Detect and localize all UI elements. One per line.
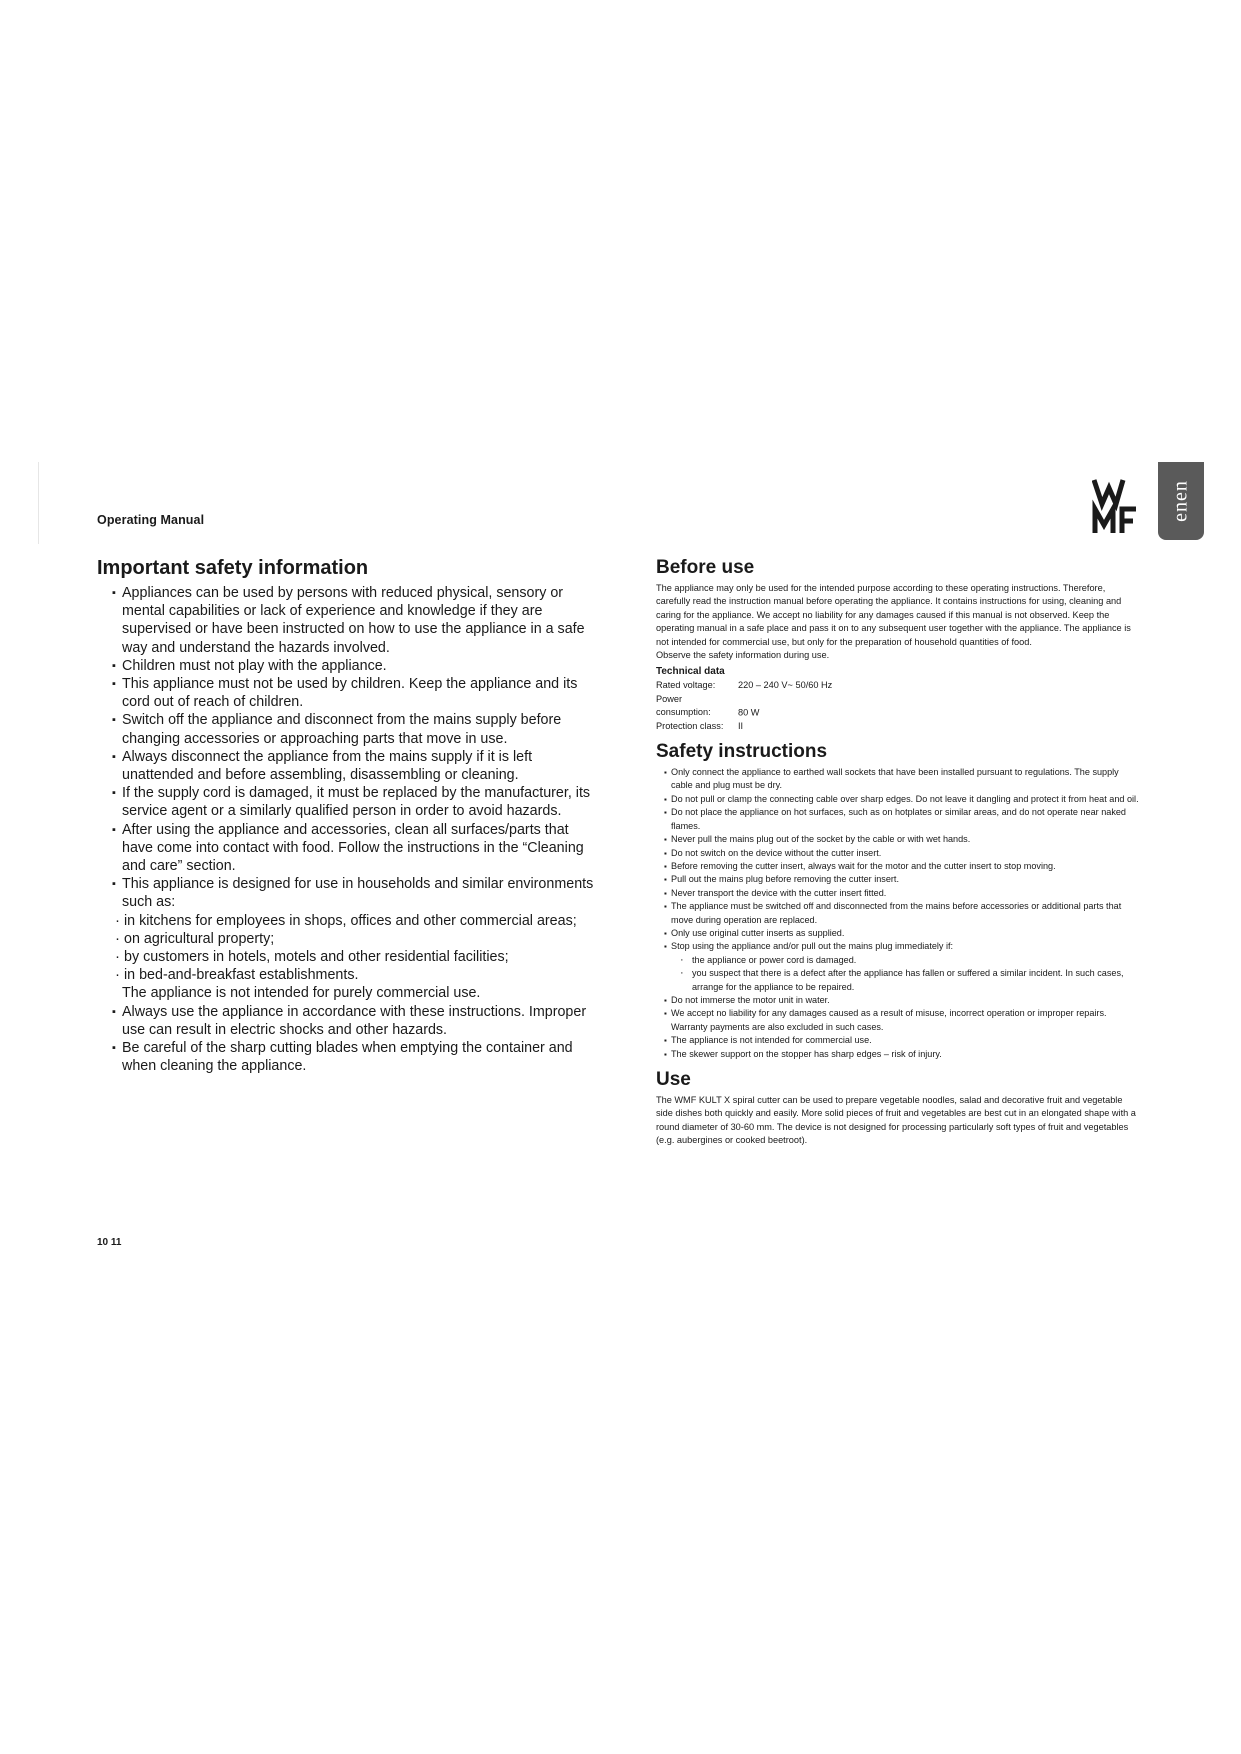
safety-instructions-list bbox=[656, 766, 1141, 954]
list-item: ▪ Always use the appliance in accordance with these instructions. Improper use can result in electric shocks and other hazards. bbox=[112, 1003, 597, 1039]
list-item: ▪ Pull out the mains plug before removing the cutter insert. bbox=[664, 873, 1141, 886]
sublist-item: · you suspect that there is a defect after the appliance has fallen or suffered a similar incident. In such cases, arrange for the appliance to be repaired. bbox=[678, 967, 1141, 994]
list-item: ▪ Children must not play with the appliance. bbox=[112, 657, 597, 675]
tech-value: 220 – 240 V~ 50/60 Hz bbox=[738, 680, 833, 691]
important-safety-section bbox=[97, 557, 597, 1075]
commercial-use-note: The appliance is not intended for purely commercial use. bbox=[122, 985, 481, 1002]
sublist-item: · the appliance or power cord is damaged. bbox=[678, 954, 1141, 967]
environment-sublist bbox=[97, 912, 597, 985]
tech-value: 80 W bbox=[738, 707, 760, 718]
list-item: ▪ The appliance must be switched off and disconnected from the mains before accessories or additional parts that move during operation are replaced. bbox=[664, 900, 1141, 927]
list-item: ▪ Do not switch on the device without the cutter insert. bbox=[664, 847, 1141, 860]
sublist-item: · by customers in hotels, motels and other residential facilities; bbox=[114, 948, 597, 966]
stop-using-sublist bbox=[656, 954, 1141, 994]
list-item: ▪ Do not immerse the motor unit in water. bbox=[664, 994, 1141, 1007]
page-edge-line bbox=[38, 462, 39, 544]
sublist-item: · on agricultural property; bbox=[114, 930, 597, 948]
sublist-item: · in kitchens for employees in shops, offices and other commercial areas; bbox=[114, 912, 597, 930]
list-item: ▪ The appliance is not intended for commercial use. bbox=[664, 1034, 1141, 1047]
language-tab-label: enen bbox=[1169, 480, 1192, 522]
list-item: ▪ After using the appliance and accessories, clean all surfaces/parts that have come into contact with food. Follow the instructions in the “Cleaning and care” section. bbox=[112, 821, 597, 876]
list-item: ▪ Always disconnect the appliance from the mains supply if it is left unattended and before assembling, disassembling or cleaning. bbox=[112, 748, 597, 784]
tech-label: Power consumption: bbox=[656, 693, 711, 718]
safety-list-continued bbox=[97, 1003, 597, 1076]
list-item: ▪ Do not place the appliance on hot surfaces, such as on hotplates or similar areas, and do not operate near naked flames. bbox=[664, 806, 1141, 833]
list-item: ▪ The skewer support on the stopper has sharp edges – risk of injury. bbox=[664, 1048, 1141, 1061]
technical-data-title: Technical data bbox=[656, 666, 725, 678]
observe-note: Observe the safety information during use. bbox=[656, 650, 830, 661]
before-use-title: Before use bbox=[656, 557, 755, 578]
tech-row-power bbox=[656, 693, 1141, 720]
use-title: Use bbox=[656, 1069, 691, 1090]
list-item: ▪ Never transport the device with the cutter insert fitted. bbox=[664, 887, 1141, 900]
sublist-item: · in bed-and-breakfast establishments. bbox=[114, 966, 597, 984]
list-item: ▪ We accept no liability for any damages caused as a result of misuse, incorrect operation or improper repairs. Warranty payments are also excluded in such cases. bbox=[664, 1007, 1141, 1034]
wmf-logo-icon bbox=[1092, 478, 1140, 535]
tech-label: Protection class: bbox=[656, 720, 724, 731]
list-item: ▪ Appliances can be used by persons with reduced physical, sensory or mental capabilities or lack of experience and knowledge if they are supervised or have been instructed on how to use the appliance in a safe way and understand the hazards involved. bbox=[112, 584, 597, 657]
tech-value: II bbox=[738, 720, 744, 731]
list-item: ▪ This appliance must not be used by children. Keep the appliance and its cord out of reach of children. bbox=[112, 675, 597, 711]
safety-instructions-title: Safety instructions bbox=[656, 741, 828, 763]
use-paragraph: The WMF KULT X spiral cutter can be used to prepare vegetable noodles, salad and decorative fruit and vegetable side dishes both quickly and easily. More solid pieces of fruit and vegetables are best cut in an elongated shape with a round diameter of 30-60 mm. The device is not designed for processing particularly soft types of fruit and vegetables (e.g. aubergines or cooked beetroot). bbox=[656, 1095, 1136, 1146]
list-item: ▪ Only connect the appliance to earthed wall sockets that have been installed pursuant to regulations. The supply cable and plug must be dry. bbox=[664, 766, 1141, 793]
safety-instructions-list-continued bbox=[656, 994, 1141, 1061]
list-item: ▪ Only use original cutter inserts as supplied. bbox=[664, 927, 1141, 940]
list-item: ▪ Do not pull or clamp the connecting cable over sharp edges. Do not leave it dangling and protect it from heat and oil. bbox=[664, 793, 1141, 806]
list-item: ▪ This appliance is designed for use in households and similar environments such as: bbox=[112, 875, 597, 911]
list-item: ▪ Switch off the appliance and disconnect from the mains supply before changing accessories or approaching parts that move in use. bbox=[112, 711, 597, 747]
tech-row-protection bbox=[656, 720, 1141, 733]
right-column bbox=[656, 557, 1141, 1148]
tech-row-voltage bbox=[656, 679, 1141, 692]
language-tab[interactable] bbox=[1158, 462, 1204, 540]
before-use-paragraph: The appliance may only be used for the intended purpose according to these operating instructions. Therefore, carefully read the instruction manual before operating the appliance. It contains instructions for using, cleaning and caring for the appliance. We accept no liability for any damages caused if this manual is not observed. Keep the operating manual in a safe place and pass it on to any subsequent user together with the appliance. The appliance is not intended for commercial use, but only for the preparation of household quantities of food. bbox=[656, 583, 1131, 647]
header-label: Operating Manual bbox=[97, 513, 205, 527]
list-item: ▪ Before removing the cutter insert, always wait for the motor and the cutter insert to stop moving. bbox=[664, 860, 1141, 873]
safety-list bbox=[97, 584, 597, 912]
list-item: ▪ Stop using the appliance and/or pull out the mains plug immediately if: bbox=[664, 940, 1141, 953]
list-item: ▪ If the supply cord is damaged, it must be replaced by the manufacturer, its service agent or a similarly qualified person in order to avoid hazards. bbox=[112, 784, 597, 820]
list-item: ▪ Be careful of the sharp cutting blades when emptying the container and when cleaning the appliance. bbox=[112, 1039, 597, 1075]
list-item: ▪ Never pull the mains plug out of the socket by the cable or with wet hands. bbox=[664, 833, 1141, 846]
section-title: Important safety information bbox=[97, 557, 369, 579]
tech-label: Rated voltage: bbox=[656, 680, 716, 691]
page-numbers: 10 11 bbox=[97, 1237, 122, 1248]
